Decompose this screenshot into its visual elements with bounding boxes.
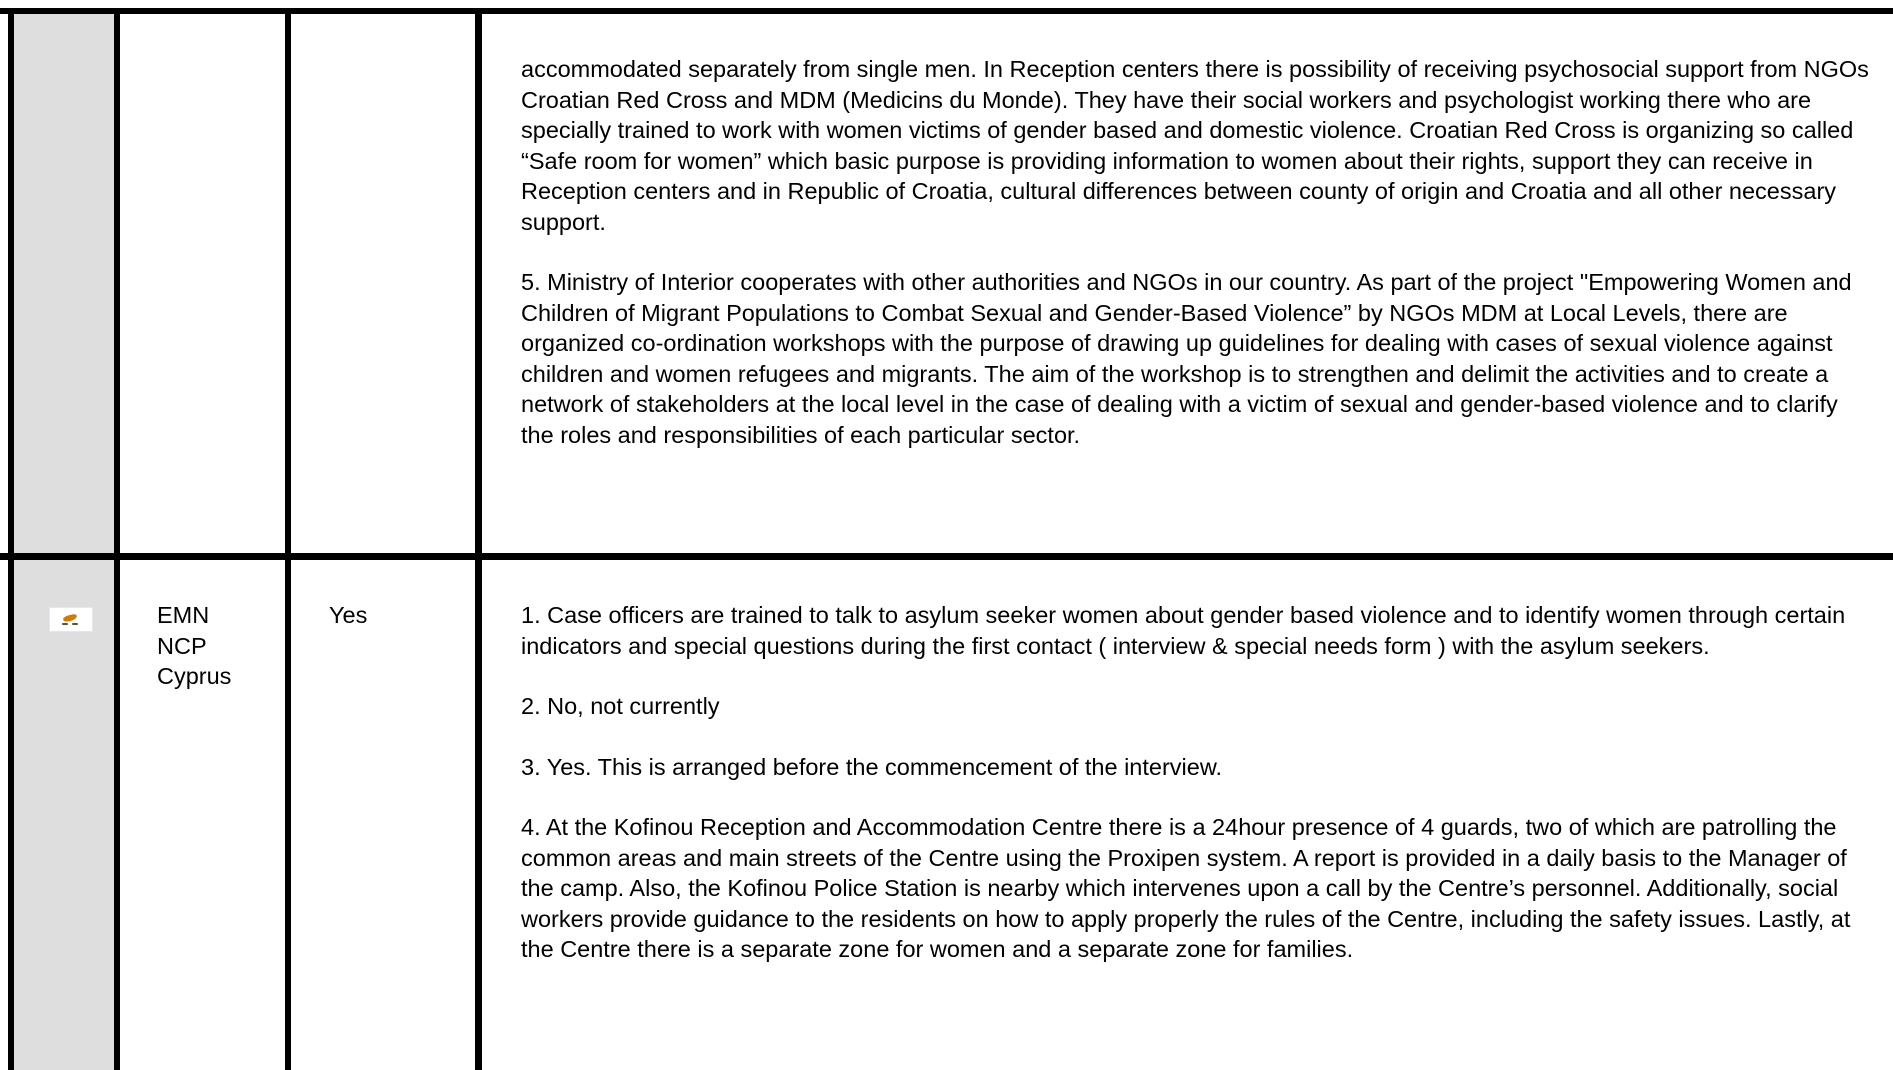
answer-paragraph: 3. Yes. This is arranged before the commencement of the interview.	[521, 753, 1223, 780]
column-divider-1	[114, 8, 120, 1070]
answer-paragraph: 5. Ministry of Interior cooperates with other authorities and NGOs in our country. As part of the project "Empowering Women and Children of Migrant Populations to Combat Sexual and Gender-Based Violence” by NGOs MDM at Local Levels, there are organized co-ordination workshops with the purpose of drawing up guidelines for dealing with cases of sexual violence against children and women refugees and migrants. The aim of the workshop is to strengthen and delimit the activities and to create a network of stakeholders at the local level in the case of dealing with a victim of sexual and gender-based violence and to clarify the roles and responsibilities of each particular sector.	[521, 269, 1852, 448]
table-left-border	[8, 8, 14, 1070]
table-row	[521, 600, 1871, 995]
answer-cell: Yes	[329, 602, 368, 628]
cyprus-flag-icon	[50, 608, 92, 631]
row-divider	[0, 553, 1893, 560]
table-top-border	[0, 8, 1893, 14]
answer-paragraph: accommodated separately from single men. In Reception centers there is possibility of receiving psychosocial support from NGOs Croatian Red Cross and MDM (Medicins du Monde). They have their social workers and psychologist working there who are specially trained to work with women victims of gender based and domestic violence. Croatian Red Cross is organizing so called “Safe room for women” which basic purpose is providing information to women about their rights, support they can receive in Reception centers and in Republic of Croatia, cultural differences between county of origin and Croatia and all other necessary support.	[521, 56, 1869, 235]
answer-paragraph: 1. Case officers are trained to talk to asylum seeker women about gender based violence and to identify women through certain indicators and special questions during the first contact ( interview & special needs form ) with the asylum seekers.	[521, 602, 1846, 659]
answer-paragraph: 2. No, not currently	[521, 693, 720, 719]
table-row	[521, 54, 1871, 480]
column-divider-2	[285, 8, 291, 1070]
column-divider-3	[475, 8, 482, 1070]
organisation-cell: EMN NCP Cyprus	[157, 602, 232, 689]
answer-paragraph: 4. At the Kofinou Reception and Accommodation Centre there is a 24hour presence of 4 guards, two of which are patrolling the common areas and main streets of the Centre using the Proxipen system. A report is provided in a daily basis to the Manager of the camp. Also, the Kofinou Police Station is nearby which intervenes upon a call by the Centre’s personnel. Additionally, social workers provide guidance to the residents on how to apply properly the rules of the Centre, including the safety issues. Lastly, at the Centre there is a separate zone for women and a separate zone for families.	[521, 814, 1851, 962]
flag-column	[13, 13, 117, 1070]
